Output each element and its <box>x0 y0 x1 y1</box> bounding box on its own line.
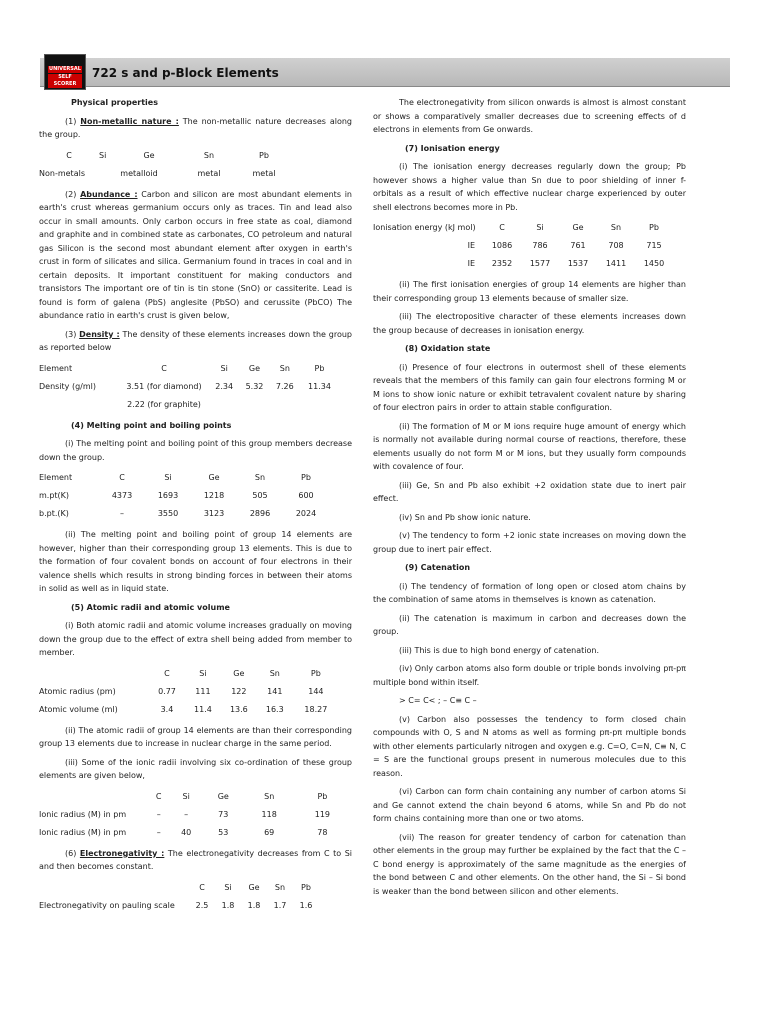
cell: Density (g/ml) <box>39 381 96 391</box>
logo-line-1: UNIVERSAL <box>49 66 81 72</box>
cell: 69 <box>264 827 275 837</box>
cell: 1.8 <box>247 900 261 910</box>
cell: Element <box>39 473 73 483</box>
cell: Pb <box>649 223 659 233</box>
paragraph: (v) The tendency to form +2 ionic state increases on moving down the group due to inert pair effect. <box>373 531 686 554</box>
cell: Ionic radius (M) in pm <box>39 827 127 837</box>
cell: Pb <box>301 882 311 892</box>
cell: Sn <box>274 882 286 892</box>
cell: 119 <box>314 809 331 819</box>
item-number: (2) <box>65 189 77 199</box>
cell: Sn <box>610 223 622 233</box>
cell: – <box>184 809 189 819</box>
section-heading: Physical properties <box>71 98 158 107</box>
cell: Si <box>164 473 172 483</box>
ionisation-energy-table <box>373 219 673 273</box>
cell: Sn <box>254 473 266 483</box>
cell: 13.6 <box>229 704 248 714</box>
cell: 1086 <box>491 241 513 251</box>
cell: m.pt(K) <box>39 491 70 501</box>
cell: 141 <box>267 686 283 696</box>
paragraph: (iv) Only carbon atoms also form double or triple bonds involving pπ-pπ multiple bond within itself. <box>373 664 686 687</box>
item-title: Abundance : <box>80 189 138 199</box>
section-heading: (9) Catenation <box>405 563 471 572</box>
paragraph: (vi) Carbon can form chain containing any number of carbon atoms Si and Ge cannot extend the chain beyond 6 atoms, while Sn and Pb do not form chains containing more than one or two atoms. <box>373 787 686 823</box>
paragraph: (vii) The reason for greater tendency of carbon for catenation than other elements in the group may further be explained by the fact that the C – C bond energy is approximately of the same magnitude as the energies of the bond between C and other elements. On the other hand, the Si – Si bond is weaker than the bond between silicon and other elements. <box>373 832 686 896</box>
cell: – <box>120 509 124 519</box>
paragraph: (ii) The formation of M or M ions require huge amount of energy which is normally not available during normal course of reactions, therefore, these elements usually do not form M or M ions, but they usually form compounds with covalence of four. <box>373 421 686 471</box>
atomic-radius-table <box>39 665 339 719</box>
cell: 3550 <box>157 509 179 519</box>
paragraph <box>39 847 352 874</box>
cell: C <box>66 150 72 160</box>
paragraph: (ii) The melting point and boiling point of group 14 elements are however, higher than their corresponding group 13 elements. This is due to the formation of four covalent bonds on account of four electrons in their valence shells which results in strong binding forces in between their atoms in solid as well as in liquid state. <box>39 530 352 593</box>
item-text: Carbon and silicon are most abundant elements in earth's crust whereas germanium occurs only as traces. Tin and lead also occur in small amounts. Only carbon occurs in free state as coal, diamond and graphite and in combined state as carbonates, CO petroleum and natural gas Silicon is the second most abundant element after oxygen in earth's crust in form of silicates and silica. Germanium found in traces in coal and in certain deposits. It important constituent for making conductors and transistors The important ore of tin is tin stone (SnO) or cassiterite. Lead is found is form of galena (PbS) anglesite (PbSO) and cerussite (PbCO) The abundance ratio in earth's crust is given below, <box>39 189 352 320</box>
cell: 3123 <box>203 509 225 519</box>
left-column <box>39 96 352 920</box>
cell: 2.34 <box>215 381 234 391</box>
cell: 1693 <box>157 491 179 501</box>
cell: metalloid <box>120 168 158 178</box>
cell: 4373 <box>111 491 133 501</box>
cell: Si <box>220 363 228 373</box>
cell: Electronegativity on pauling scale <box>39 900 175 910</box>
cell: Non-metals <box>39 168 85 178</box>
cell: C <box>499 223 505 233</box>
cell: 3.51 (for diamond) <box>126 381 202 391</box>
section-heading: (7) Ionisation energy <box>405 143 500 153</box>
paragraph: (iii) Some of the ionic radii involving six co-ordination of these group elements are given below, <box>39 757 352 780</box>
cell: metal <box>197 168 221 178</box>
cell: Ge <box>572 223 584 233</box>
cell: 2.22 (for graphite) <box>127 399 201 409</box>
formula: > C= C< ; – C≡ C – <box>399 696 477 705</box>
cell: Si <box>99 150 107 160</box>
paragraph <box>39 115 352 142</box>
cell: 78 <box>317 827 328 837</box>
cell: 1577 <box>529 259 551 269</box>
cell: 11.4 <box>194 704 212 714</box>
paragraph: (i) The tendency of formation of long open or closed atom chains by the combination of same atoms in themselves is known as catenation. <box>373 581 686 604</box>
cell: 144 <box>308 686 324 696</box>
ionic-radius-table <box>39 788 349 842</box>
cell: C <box>164 668 170 678</box>
cell: 73 <box>218 809 229 819</box>
cell: Pb <box>301 473 311 483</box>
paragraph: (iii) The electropositive character of these elements increases down the group because of decreases in ionisation energy. <box>373 312 686 335</box>
cell: 7.26 <box>275 381 294 391</box>
cell: metal <box>252 168 276 178</box>
cell: IE <box>467 241 475 251</box>
paragraph: (ii) The atomic radii of group 14 elements are than their corresponding group 13 elements due to increase in nuclear charge in the same period. <box>39 725 352 748</box>
nonmetal-table <box>39 147 289 183</box>
paragraph: (i) Both atomic radii and atomic volume increases gradually on moving down the group due to the effect of extra shell being added from member to member. <box>39 621 352 657</box>
cell: 715 <box>646 241 662 251</box>
item-title: Density : <box>79 329 120 339</box>
cell: C <box>119 473 125 483</box>
page-header <box>40 54 730 92</box>
paragraph <box>39 328 352 355</box>
cell: 600 <box>298 491 314 501</box>
cell: 1.8 <box>221 900 235 910</box>
cell: 1.6 <box>299 900 313 910</box>
cell: 1218 <box>203 491 225 501</box>
item-number: (1) <box>65 116 77 126</box>
cell: 1.7 <box>273 900 287 910</box>
cell: – <box>156 827 161 837</box>
cell: 122 <box>231 686 247 696</box>
cell: 1450 <box>643 259 665 269</box>
cell: 2.5 <box>195 900 209 910</box>
melting-point-table <box>39 469 329 523</box>
cell: 118 <box>261 809 277 819</box>
logo-line-2: SELF SCORER <box>48 74 82 88</box>
publisher-logo <box>44 54 86 90</box>
cell: Pb <box>310 668 321 678</box>
cell: 505 <box>252 491 268 501</box>
cell: Ionisation energy (kJ mol) <box>373 223 476 233</box>
item-title: Non-metallic nature : <box>80 116 179 126</box>
item-text: The non-metallic nature decreases along the group. <box>39 116 352 139</box>
cell: 18.27 <box>304 704 328 714</box>
cell: Pb <box>314 363 325 373</box>
paragraph <box>39 188 352 323</box>
cell: Si <box>182 791 190 801</box>
cell: Element <box>39 363 73 373</box>
item-title: Electronegativity : <box>79 848 165 858</box>
cell: 0.77 <box>158 686 176 696</box>
right-column <box>373 96 686 903</box>
item-text: The electronegativity decreases from C to Si and then becomes constant. <box>39 848 353 871</box>
cell: Sn <box>269 668 280 678</box>
item-number: (6) <box>65 848 77 858</box>
section-heading: (5) Atomic radii and atomic volume <box>71 602 230 612</box>
cell: 2352 <box>491 259 513 269</box>
cell: 53 <box>218 827 229 837</box>
cell: Ge <box>143 150 155 160</box>
cell: Atomic volume (ml) <box>39 704 118 714</box>
cell: 1411 <box>605 259 627 269</box>
cell: Atomic radius (pm) <box>39 686 116 696</box>
cell <box>39 879 189 897</box>
cell: Si <box>199 668 207 678</box>
cell: 40 <box>181 827 192 837</box>
cell: 761 <box>570 241 586 251</box>
page-title: 722 s and p-Block Elements <box>92 66 279 80</box>
cell <box>39 788 149 806</box>
density-table <box>39 360 339 414</box>
cell: – <box>156 809 161 819</box>
paragraph: (i) The melting point and boiling point of this group members decrease down the group. <box>39 439 352 462</box>
cell: Ge <box>208 473 220 483</box>
cell: Ge <box>233 668 245 678</box>
cell: Ge <box>248 363 261 373</box>
cell: C <box>155 791 162 801</box>
paragraph: (i) The ionisation energy decreases regularly down the group; Pb however shows a higher value than Sn due to poor shielding of inner f-orbitals as a result of which effective nuclear charge experienced by outer shell electrons becomes more in Pb. <box>373 162 686 212</box>
cell: 16.3 <box>265 704 284 714</box>
cell: 5.32 <box>245 381 264 391</box>
paragraph: (i) Presence of four electrons in outermost shell of these elements reveals that the members of this family can gain four electrons forming M or M ions to show ionic nature or exhibit tetravalent covalent nature by sharing of four electron pairs in order to attain stable configuration. <box>373 362 686 412</box>
cell: 1537 <box>567 259 589 269</box>
electronegativity-table <box>39 879 319 915</box>
cell: Sn <box>279 363 290 373</box>
cell: Sn <box>203 150 215 160</box>
cell: Sn <box>264 791 275 801</box>
cell: Ge <box>217 791 229 801</box>
cell: C <box>199 882 205 892</box>
cell: 111 <box>195 686 211 696</box>
paragraph: (v) Carbon also possesses the tendency to form closed chain compounds with O, S and N atoms as well as forming pπ-pπ multiple bonds with other elements particularly nitrogen and oxygen e.g. C=O, C=N, C≡ N, C = S are the functional groups present in numerous molecules due to this reason. <box>373 714 686 778</box>
cell: Ionic radius (M) in pm <box>39 809 127 819</box>
cell: IE <box>467 259 475 269</box>
cell: 2896 <box>249 509 271 519</box>
cell: 786 <box>532 241 548 251</box>
cell: 708 <box>608 241 624 251</box>
section-heading: (8) Oxidation state <box>405 344 491 353</box>
cell: Ge <box>248 882 260 892</box>
paragraph: (ii) The catenation is maximum in carbon and decreases down the group. <box>373 613 686 636</box>
paragraph: (iii) Ge, Sn and Pb also exhibit +2 oxidation state due to inert pair effect. <box>373 480 686 503</box>
cell: Si <box>536 223 544 233</box>
paragraph: The electronegativity from silicon onwards is almost is almost constant or shows a comparatively smaller decreases due to screening effects of d electrons in elements from Ge onwards. <box>373 98 686 134</box>
cell: 2024 <box>295 509 317 519</box>
cell <box>39 665 149 683</box>
cell: 3.4 <box>160 704 174 714</box>
section-heading: (4) Melting point and boiling points <box>71 420 232 430</box>
cell: Pb <box>259 150 269 160</box>
cell: 11.34 <box>308 381 331 391</box>
cell: Pb <box>317 791 328 801</box>
paragraph: (ii) The first ionisation energies of group 14 elements are higher than their corresponding group 13 elements because of smaller size. <box>373 280 686 303</box>
cell: b.pt.(K) <box>39 509 69 519</box>
cell: Si <box>224 882 232 892</box>
paragraph: (iv) Sn and Pb show ionic nature. <box>399 512 531 522</box>
paragraph: (iii) This is due to high bond energy of catenation. <box>399 645 599 655</box>
cell: C <box>161 363 167 373</box>
item-text: The density of these elements increases down the group as reported below <box>39 329 352 352</box>
item-number: (3) <box>65 329 77 339</box>
